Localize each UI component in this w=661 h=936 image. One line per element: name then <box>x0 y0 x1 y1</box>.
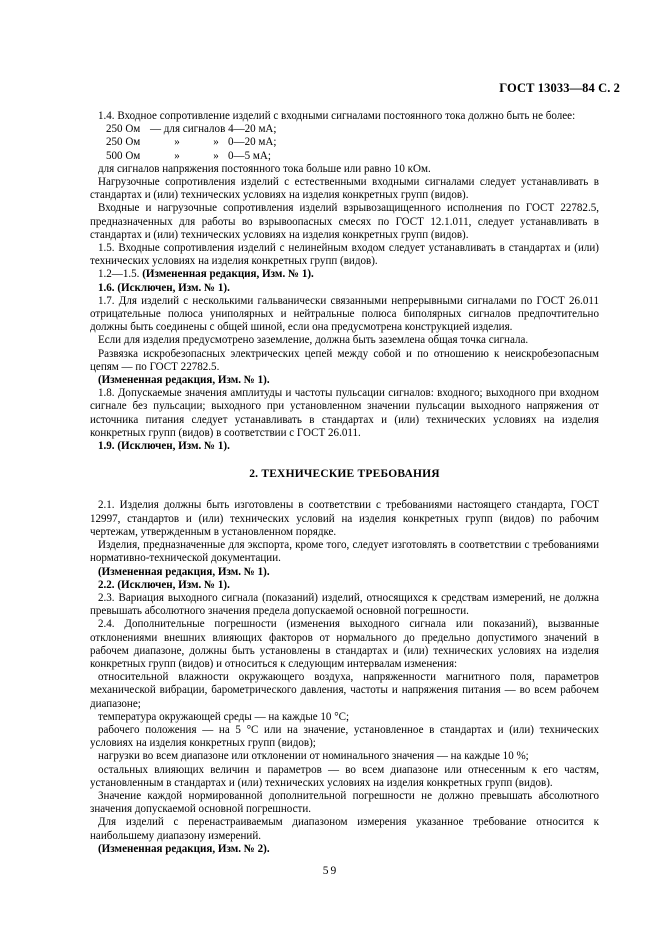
paragraph-1-7: 1.7. Для изделий с несколькими гальванически связанными непрерывными сигналами по ГОСТ 26.011 отрицательные полюса униполярных и нейтральные полюса биполярных сигналов предпочтительно должны быть соединены с общей шиной, если она предусмотрена конструкцией изделия. <box>90 294 599 334</box>
list-item: нагрузки во всем диапазоне или отклонении от номинального значения — на каждые 10 %; <box>98 750 529 763</box>
paragraph: Изделия, предназначенные для экспорта, кроме того, следует изготовлять в соответствии с требованиями нормативно-технической документации. <box>90 539 599 565</box>
paragraph-1-4: 1.4. Входное сопротивление изделий с входными сигналами постоянного тока должно быть не более: <box>98 110 576 122</box>
paragraph-2-3: 2.3. Вариация выходного сигнала (показаний) изделий, относящихся к средствам измерений, не должна превышать абсолютного значения предела допускаемой основной погрешности. <box>90 591 599 618</box>
paragraph: Значение каждой нормированной дополнительной погрешности не должно превышать абсолютного значения допускаемой основной погрешности. <box>90 789 599 816</box>
page-header-title: ГОСТ 13033—84 С. 2 <box>499 81 620 95</box>
ditto-mark: » <box>213 136 219 149</box>
current-range: 4—20 мА; <box>228 123 277 136</box>
page-number: 59 <box>322 865 339 877</box>
current-range: 0—5 мА; <box>228 149 271 162</box>
resistance-row <box>90 123 599 136</box>
list-item: температура окружающей среды — на каждые 10 °С; <box>98 710 350 723</box>
amendment-note: (Измененная редакция, Изм. № 2). <box>98 842 270 855</box>
list-item: остальных влияющих величин и параметров — во всем диапазоне или отнесенным к его частям, установленным в стандартах и (или) технических условиях на изделия конкретных групп (видов). <box>90 763 599 789</box>
amendment-note: (Измененная редакция, Изм. № 1). <box>98 565 270 578</box>
paragraph: Входные и нагрузочные сопротивления изделий взрывозащищенного исполнения по ГОСТ 22782.5, предназначенных для работы во взрывоопасных смесях по ГОСТ 12.1.011, следует устанавливать в стандартах и (или) технических условиях на изделия конкретных групп (видов). <box>90 202 599 241</box>
paragraph: для сигналов напряжения постоянного тока больше или равно 10 кОм. <box>98 162 431 175</box>
resistance-value: 500 Ом <box>106 149 141 162</box>
amendment-text: (Измененная редакция, Изм. № 1). <box>142 268 314 281</box>
paragraph: Если для изделия предусмотрено заземление, должна быть заземлена общая точка сигнала. <box>98 334 529 347</box>
paragraph-1-6: 1.6. (Исключен, Изм. № 1). <box>98 281 230 294</box>
paragraph-1-8: 1.8. Допускаемые значения амплитуды и частоты пульсации сигналов: входного; выходного при входном сигнале без пульсации; выходного при установленном значении пульсации выходного напряжения от источника питания следует устанавливать в стандартах и (или) технических условиях на изделия конкретных групп (видов) в соответствии с ГОСТ 26.011. <box>90 387 599 439</box>
list-item: относительной влажности окружающего воздуха, напряженности магнитного поля, параметров механической вибрации, барометрического давления, частоты и напряжения питания — во всем рабочем диапазоне; <box>90 671 599 710</box>
paragraph-1-5: 1.5. Входные сопротивления изделий с нелинейным входом следует устанавливать в стандартах и (или) технических условиях на изделия конкретных групп (видов). <box>90 242 599 268</box>
resistance-value: 250 Ом <box>106 123 141 136</box>
paragraph: Развязка искробезопасных электрических цепей между собой и по отношению к неискробезопасным цепям — по ГОСТ 22782.5. <box>90 347 599 373</box>
section-heading: 2. ТЕХНИЧЕСКИЕ ТРЕБОВАНИЯ <box>249 468 440 481</box>
current-range: 0—20 мА; <box>228 136 277 149</box>
amendment-note: (Измененная редакция, Изм. № 1). <box>98 374 270 387</box>
paragraph-2-1: 2.1. Изделия должны быть изготовлены в соответствии с требованиями настоящего стандарта, ГОСТ 12997, стандартов и (или) технических условий на изделия конкретных групп (видов) по рабочим чертежам, утвержденным в установленном порядке. <box>90 499 599 538</box>
paragraph: Для изделий с перенастраиваемым диапазоном измерения указанное требование относится к наибольшему диапазону измерений. <box>90 816 599 842</box>
document-body <box>90 110 599 856</box>
amendment-note <box>90 268 599 281</box>
paragraph: Нагрузочные сопротивления изделий с естественными входными сигналами следует устанавливать в стандартах и (или) технических условиях на изделия конкретных групп (видов). <box>90 176 599 202</box>
list-item: рабочего положения — на 5 °С или на значение, установленное в стандартах и (или) технических условиях на изделия конкретных групп (видов); <box>90 723 599 750</box>
ditto-mark: » <box>213 149 219 162</box>
resistance-table <box>90 123 599 163</box>
resistance-row <box>90 150 599 163</box>
paragraph-2-2: 2.2. (Исключен, Изм. № 1). <box>98 578 230 591</box>
resistance-row <box>90 136 599 149</box>
paragraph-1-9: 1.9. (Исключен, Изм. № 1). <box>98 440 230 453</box>
resistance-value: 250 Ом <box>106 136 141 149</box>
ditto-mark: » <box>174 136 180 149</box>
clause-range: 1.2—1.5. <box>98 268 140 281</box>
paragraph-2-4: 2.4. Дополнительные погрешности (изменения выходного сигнала или показаний), вызванные отклонениями внешних влияющих факторов от нормального до предельно допустимого значений в рабочем диапазоне, должны быть установлены в стандартах и (или) технических условиях на изделия конкретных групп (видов) и относиться к следующим интервалам изменения: <box>90 618 599 670</box>
ditto-mark: » <box>174 149 180 162</box>
resistance-label: — для сигналов <box>150 123 226 136</box>
